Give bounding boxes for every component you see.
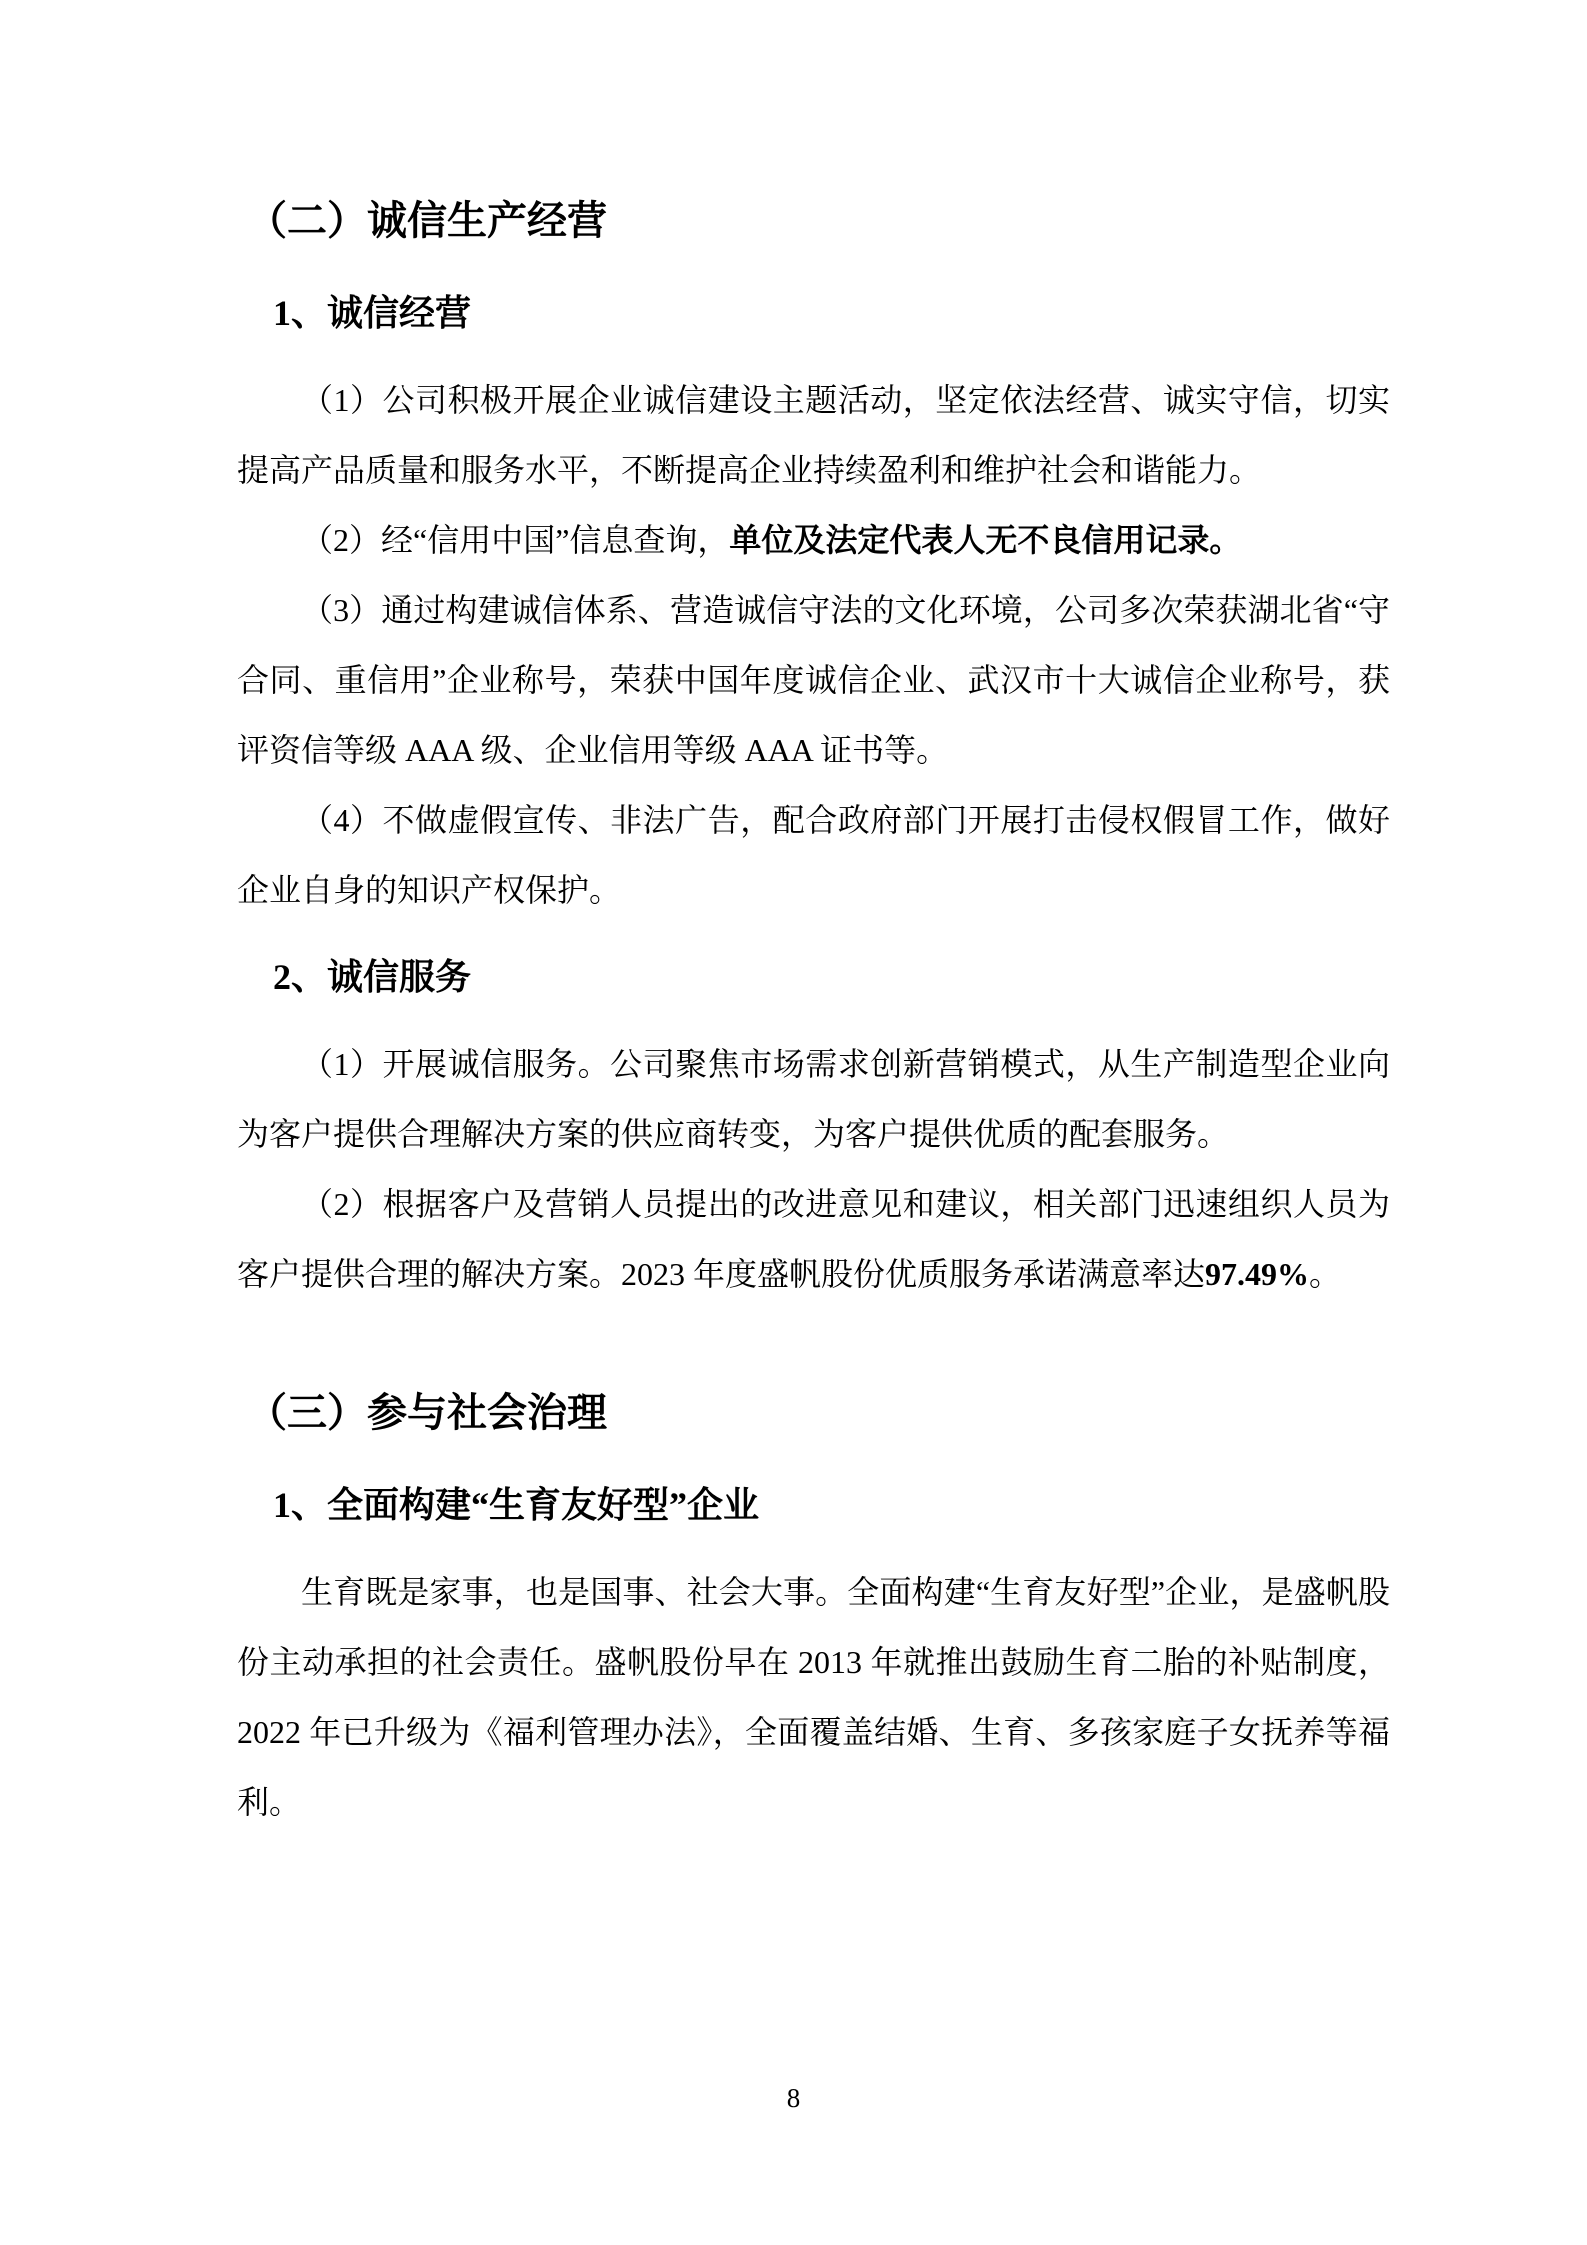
- paragraph: [237, 365, 1390, 505]
- text-run: （4）不做虚假宣传、非法广告，配合政府部门开展打击侵权假冒工作，做好企业自身的知识产权保护。: [237, 802, 1390, 908]
- text-run: （1）开展诚信服务。公司聚焦市场需求创新营销模式，从生产制造型企业向为客户提供合理解决方案的供应商转变，为客户提供优质的配套服务。: [237, 1046, 1390, 1152]
- text-run: （2）经“信用中国”信息查询，: [301, 522, 730, 558]
- paragraph: [237, 505, 1390, 575]
- paragraph: [237, 1029, 1390, 1169]
- text-run: 生育既是家事，也是国事、社会大事。全面构建“生育友好型”企业，是盛帆股份主动承担的社会责任。盛帆股份早在 2013 年就推出鼓励生育二胎的补贴制度，2022 年已升级为《福利管理办法》，全面覆盖结婚、生育、多孩家庭子女抚养等福利。: [237, 1574, 1390, 1820]
- subsection-heading: 2、诚信服务: [273, 957, 472, 997]
- section: [237, 1387, 1390, 1837]
- subsection-heading: 1、诚信经营: [273, 293, 472, 333]
- bold-text-run: 97.49%: [1205, 1256, 1310, 1292]
- section: [237, 195, 1390, 1309]
- text-run: 。: [1309, 1256, 1342, 1292]
- paragraph: [237, 575, 1390, 785]
- paragraph: [237, 1169, 1390, 1309]
- text-run: （3）通过构建诚信体系、营造诚信守法的文化环境，公司多次荣获湖北省“守合同、重信用”企业称号，荣获中国年度诚信企业、武汉市十大诚信企业称号，获评资信等级 AAA 级、企业信用等级 AAA 证书等。: [237, 592, 1390, 768]
- text-run: （2）根据客户及营销人员提出的改进意见和建议，相关部门迅速组织人员为客户提供合理的解决方案。2023 年度盛帆股份优质服务承诺满意率达: [237, 1186, 1390, 1292]
- bold-text-run: 单位及法定代表人无不良信用记录。: [729, 522, 1242, 558]
- document-content: [237, 195, 1390, 1837]
- paragraph: [237, 1557, 1390, 1837]
- section-heading: （二）诚信生产经营: [247, 198, 607, 243]
- paragraph: [237, 785, 1390, 925]
- section-heading: （三）参与社会治理: [247, 1390, 607, 1435]
- subsection-heading: 1、全面构建“生育友好型”企业: [273, 1485, 760, 1525]
- page-number: 8: [786, 2083, 801, 2113]
- text-run: （1）公司积极开展企业诚信建设主题活动，坚定依法经营、诚实守信，切实提高产品质量和服务水平，不断提高企业持续盈利和维护社会和谐能力。: [237, 382, 1390, 488]
